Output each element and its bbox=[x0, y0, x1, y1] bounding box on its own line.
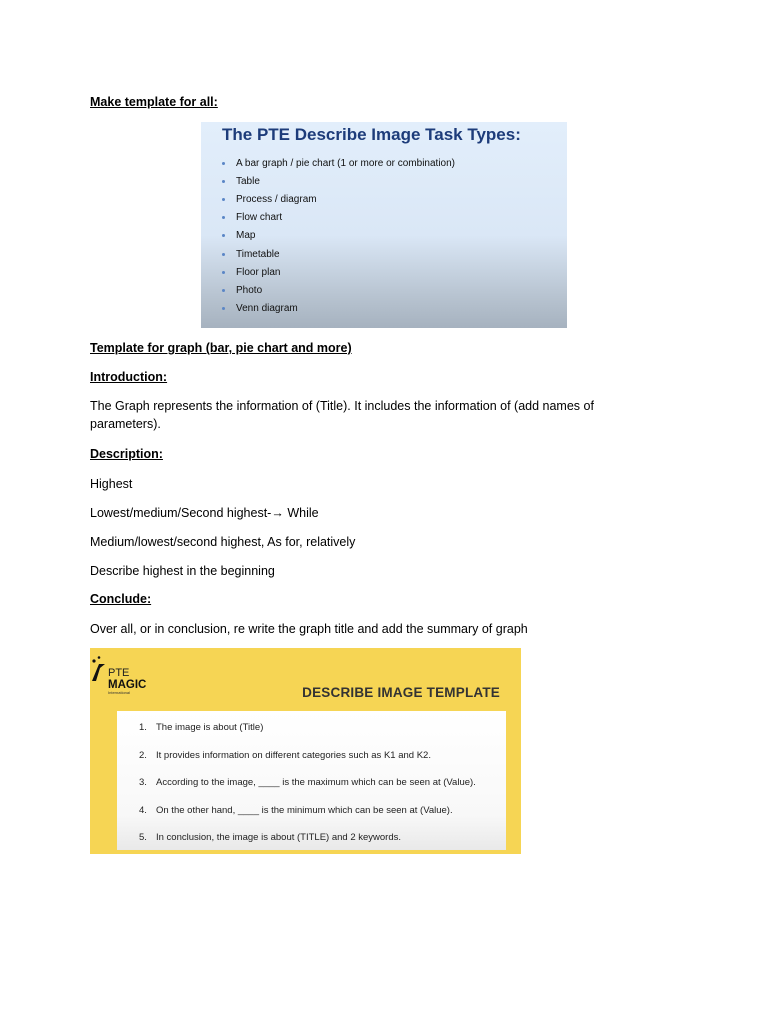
lowest-paragraph: Lowest/medium/Second highest-→ While bbox=[90, 506, 319, 520]
list-item: Venn diagram bbox=[222, 300, 455, 318]
make-template-heading: Make template for all: bbox=[90, 95, 218, 109]
bullet-icon bbox=[222, 234, 225, 237]
bullet-icon bbox=[222, 216, 225, 219]
describe-image-template-image bbox=[90, 648, 521, 854]
template-list bbox=[139, 714, 476, 852]
list-item: A bar graph / pie chart (1 or more or combination) bbox=[222, 154, 455, 172]
list-item: Table bbox=[222, 172, 455, 190]
logo-pte-text: PTE bbox=[108, 667, 130, 679]
describe-paragraph: Describe highest in the beginning bbox=[90, 564, 275, 578]
template-card bbox=[117, 711, 506, 850]
list-item: Floor plan bbox=[222, 263, 455, 281]
list-item: Flow chart bbox=[222, 209, 455, 227]
describe-image-template-title: DESCRIBE IMAGE TEMPLATE bbox=[302, 685, 500, 700]
description-heading: Description: bbox=[90, 447, 163, 461]
task-types-list bbox=[222, 154, 455, 318]
introduction-paragraph: The Graph represents the information of (Title). It includes the information of (add names of parameters). bbox=[90, 399, 594, 431]
medium-paragraph: Medium/lowest/second highest, As for, relatively bbox=[90, 535, 356, 549]
list-item: 2. It provides information on different categories such as K1 and K2. bbox=[139, 749, 431, 761]
bullet-icon bbox=[222, 271, 225, 274]
list-item: 5. In conclusion, the image is about (TITLE) and 2 keywords. bbox=[139, 832, 402, 844]
list-item: 1. The image is about (Title) bbox=[139, 722, 264, 734]
list-item: Timetable bbox=[222, 245, 455, 263]
list-item: Photo bbox=[222, 281, 455, 299]
list-item: 3. According to the image, ____ is the maximum which can be seen at (Value). bbox=[139, 777, 476, 789]
bullet-icon bbox=[222, 253, 225, 256]
conclusion-paragraph: Over all, or in conclusion, re write the graph title and add the summary of graph bbox=[90, 622, 528, 636]
introduction-heading: Introduction: bbox=[90, 370, 168, 384]
highest-paragraph: Highest bbox=[90, 477, 133, 491]
bullet-icon bbox=[222, 180, 225, 183]
logo-international-text: International bbox=[108, 690, 131, 695]
conclude-heading: Conclude: bbox=[90, 592, 152, 606]
list-item: Process / diagram bbox=[222, 190, 455, 208]
bullet-icon bbox=[222, 198, 225, 201]
task-types-image bbox=[201, 122, 567, 328]
bullet-icon bbox=[222, 289, 225, 292]
list-item: Map bbox=[222, 227, 455, 245]
task-types-title: The PTE Describe Image Task Types: bbox=[222, 125, 521, 144]
logo-magic-text: MAGIC bbox=[108, 679, 147, 691]
logo-figure-icon bbox=[90, 655, 108, 683]
list-item: 4. On the other hand, ____ is the minimum which can be seen at (Value). bbox=[139, 804, 453, 816]
bullet-icon bbox=[222, 307, 225, 310]
pte-magic-logo bbox=[90, 651, 160, 695]
bullet-icon bbox=[222, 162, 225, 165]
template-graph-heading: Template for graph (bar, pie chart and more) bbox=[90, 341, 352, 355]
